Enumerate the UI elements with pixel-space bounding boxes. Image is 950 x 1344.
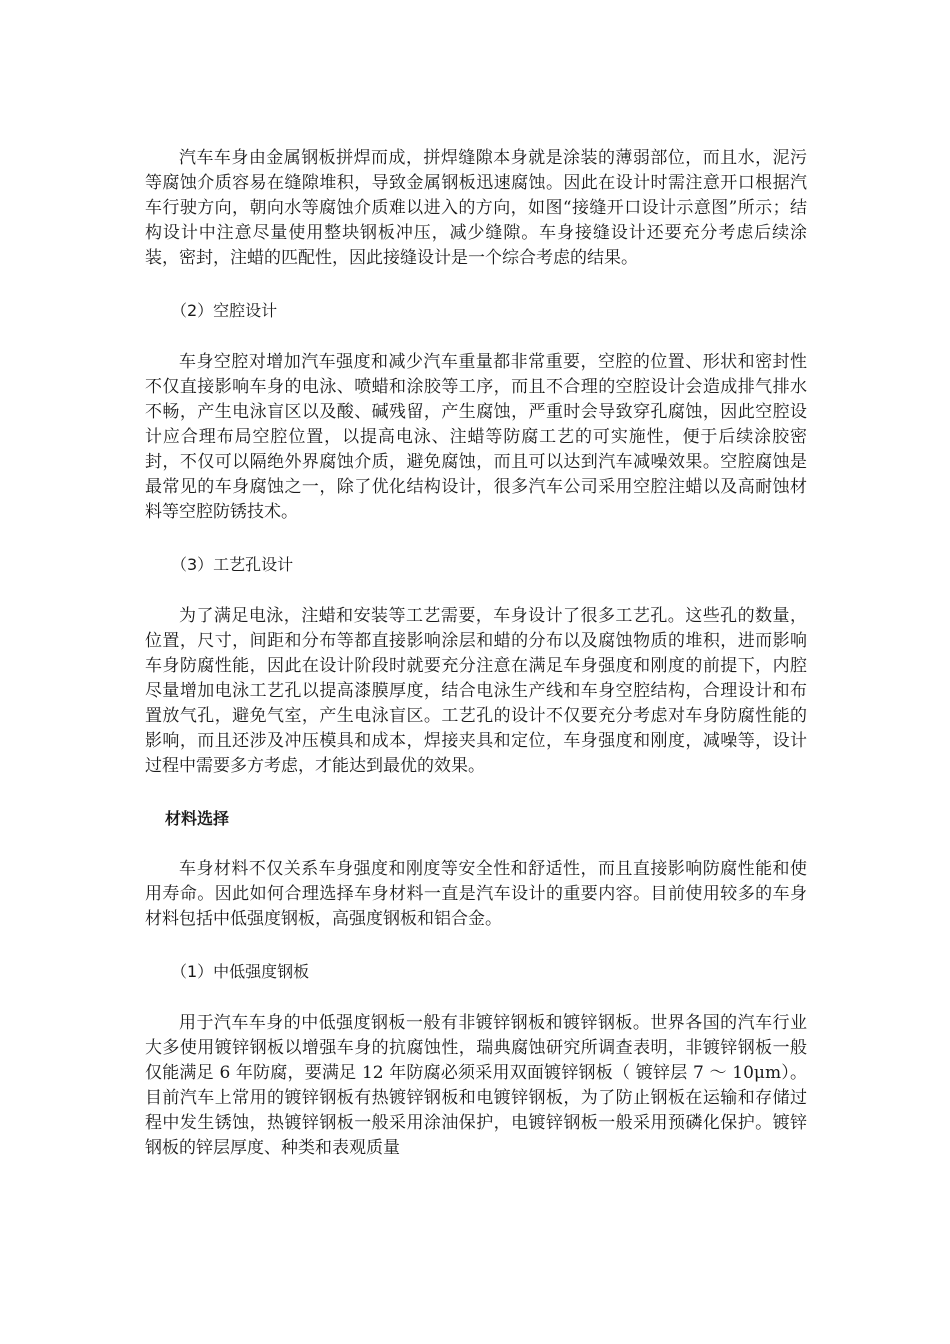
heading-cavity-design: （2）空腔设计	[171, 301, 278, 320]
paragraph-low-strength-steel: 用于汽车车身的中低强度钢板一般有非镀锌钢板和镀锌钢板。世界各国的汽车行业大多使用镀锌钢板以增强车身的抗腐蚀性，瑞典腐蚀研究所调查表明，非镀锌钢板一般仅能满足 6 年防腐，要满足 12 年防腐必须采用双面镀锌钢板（ 镀锌层 7 ～ 10μm）。目前汽车上常用的镀锌钢板有热镀锌钢板和电镀锌钢板，为了防止钢板在运输和存储过程中发生锈蚀，热镀锌钢板一般采用涂油保护，电镀锌钢板一般采用预磷化保护。镀锌钢板的锌层厚度、种类和表观质量	[145, 1013, 807, 1158]
document-page	[145, 146, 807, 1161]
heading-low-strength-steel: （1）中低强度钢板	[171, 962, 310, 981]
paragraph-process-hole-design: 为了满足电泳，注蜡和安装等工艺需要，车身设计了很多工艺孔。这些孔的数量，位置，尺寸，间距和分布等都直接影响涂层和蜡的分布以及腐蚀物质的堆积，进而影响车身防腐性能，因此在设计阶段时就要充分注意在满足车身强度和刚度的前提下，内腔尽量增加电泳工艺孔以提高漆膜厚度，结合电泳生产线和车身空腔结构，合理设计和布置放气孔，避免气室，产生电泳盲区。工艺孔的设计不仅要充分考虑对车身防腐性能的影响，而且还涉及冲压模具和成本，焊接夹具和定位，车身强度和刚度，减噪等，设计过程中需要多方考虑，才能达到最优的效果。	[145, 606, 807, 776]
paragraph-material-selection: 车身材料不仅关系车身强度和刚度等安全性和舒适性，而且直接影响防腐性能和使用寿命。因此如何合理选择车身材料一直是汽车设计的重要内容。目前使用较多的车身材料包括中低强度钢板，高强度钢板和铝合金。	[145, 859, 807, 929]
paragraph-cavity-design: 车身空腔对增加汽车强度和减少汽车重量都非常重要，空腔的位置、形状和密封性不仅直接影响车身的电泳、喷蜡和涂胶等工序，而且不合理的空腔设计会造成排气排水不畅，产生电泳盲区以及酸、碱残留，产生腐蚀，严重时会导致穿孔腐蚀，因此空腔设计应合理布局空腔位置，以提高电泳、注蜡等防腐工艺的可实施性，便于后续涂胶密封，不仅可以隔绝外界腐蚀介质，避免腐蚀，而且可以达到汽车减噪效果。空腔腐蚀是最常见的车身腐蚀之一，除了优化结构设计，很多汽车公司采用空腔注蜡以及高耐蚀材料等空腔防锈技术。	[145, 352, 807, 522]
paragraph-joint-design: 汽车车身由金属钢板拼焊而成，拼焊缝隙本身就是涂装的薄弱部位，而且水，泥污等腐蚀介质容易在缝隙堆积，导致金属钢板迅速腐蚀。因此在设计时需注意开口根据汽车行驶方向，朝向水等腐蚀介质难以进入的方向，如图“接缝开口设计示意图”所示；结构设计中注意尽量使用整块钢板冲压，减少缝隙。车身接缝设计还要充分考虑后续涂装，密封，注蜡的匹配性，因此接缝设计是一个综合考虑的结果。	[145, 148, 807, 268]
section-title-material-selection: 材料选择	[165, 809, 230, 828]
heading-process-hole-design: （3）工艺孔设计	[171, 555, 294, 574]
